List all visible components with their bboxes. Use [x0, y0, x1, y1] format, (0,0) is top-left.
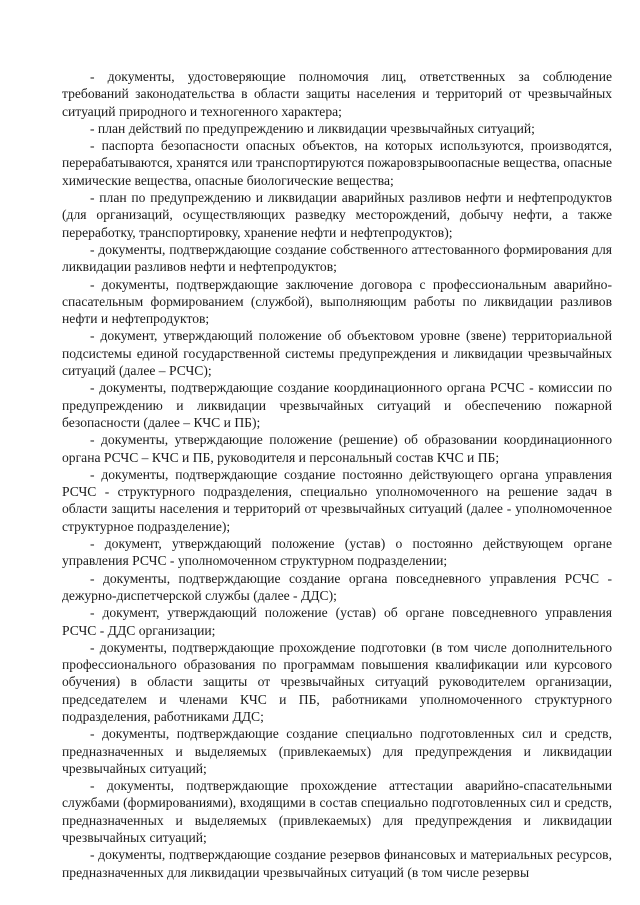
paragraph-own-formation: - документы, подтверждающие создание собственного аттестованного формирования для ликвидации разливов нефти и нефтепродуктов;	[62, 241, 612, 275]
paragraph-action-plan: - план действий по предупреждению и ликвидации чрезвычайных ситуаций;	[90, 120, 535, 136]
paragraph-reserves: - документы, подтверждающие создание резервов финансовых и материальных ресурсов, предназначенных для ликвидации чрезвычайных ситуаций (в том числе резервы	[62, 847, 612, 880]
paragraph-oil-spill-plan: - план по предупреждению и ликвидации аварийных разливов нефти и нефтепродуктов (для организаций, осуществляющих разведку месторождений, добычу нефти, а также переработку, транспортировку, хранение нефти и нефтепродуктов);	[62, 190, 612, 240]
paragraph-permanent-body-charter: - документ, утверждающий положение (устав) о постоянно действующем органе управления РСЧС - уполномоченном структурном подразделении;	[62, 536, 612, 569]
document-body	[62, 68, 612, 881]
paragraph-dispatch-service: - документы, подтверждающие создание органа повседневного управления РСЧС - дежурно-диспетчерской службы (далее - ДДС);	[62, 570, 612, 603]
paragraph-training: - документы, подтверждающие прохождение подготовки (в том числе дополнительного профессионального образования по программам повышения квалификации или курсового обучения) в области защиты от чрезвычайных ситуаций руководителем организации, председателем и членами КЧС и ПБ, работниками уполномоченного структурного подразделения, работниками ДДС;	[62, 639, 612, 724]
paragraph-coordination-body: - документы, подтверждающие создание координационного органа РСЧС - комиссии по предупреждению и ликвидации чрезвычайных ситуаций и обеспечению пожарной безопасности (далее – КЧС и ПБ);	[62, 380, 612, 430]
paragraph-rescue-attestation: - документы, подтверждающие прохождение аттестации аварийно-спасательными службами (формированиями), входящими в состав специально подготовленных сил и средств, предназначенных и выделяемых (привлекаемых) для предупреждения и ликвидации чрезвычайных ситуаций;	[62, 778, 612, 846]
paragraph-permanent-body: - документы, подтверждающие создание постоянно действующего органа управления РСЧС - структурного подразделения, специально уполномоченного на решение задач в области защиты населения и территорий от чрезвычайных ситуаций (далее - уполномоченное структурное подразделение);	[62, 466, 612, 534]
paragraph-safety-passports: - паспорта безопасности опасных объектов, на которых используются, производятся, перерабатываются, хранятся или транспортируются пожаровзрывоопасные вещества, опасные химические вещества, опасные биологические вещества;	[62, 138, 612, 188]
paragraph-object-level-regulation: - документ, утверждающий положение об объектовом уровне (звене) территориальной подсистемы единой государственной системы предупреждения и ликвидации чрезвычайных ситуаций (далее – РСЧС);	[62, 328, 612, 379]
paragraph-kchs-composition: - документы, утверждающие положение (решение) об образовании координационного органа РСЧС – КЧС и ПБ, руководителя и персональный состав КЧС и ПБ;	[62, 432, 612, 465]
paragraph-rescue-contract: - документы, подтверждающие заключение договора с профессиональным аварийно-спасательным формированием (службой), выполняющим работы по ликвидации разливов нефти и нефтепродуктов;	[62, 276, 612, 327]
paragraph-dispatch-charter: - документ, утверждающий положение (устав) об органе повседневного управления РСЧС - ДДС организации;	[62, 605, 612, 638]
paragraph-trained-forces: - документы, подтверждающие создание специально подготовленных сил и средств, предназначенных и выделяемых (привлекаемых) для предупреждения и ликвидации чрезвычайных ситуаций;	[62, 726, 612, 776]
paragraph-authority-documents: - документы, удостоверяющие полномочия лиц, ответственных за соблюдение требований законодательства в области защиты населения и территорий от чрезвычайных ситуаций природного и техногенного характера;	[62, 69, 612, 119]
